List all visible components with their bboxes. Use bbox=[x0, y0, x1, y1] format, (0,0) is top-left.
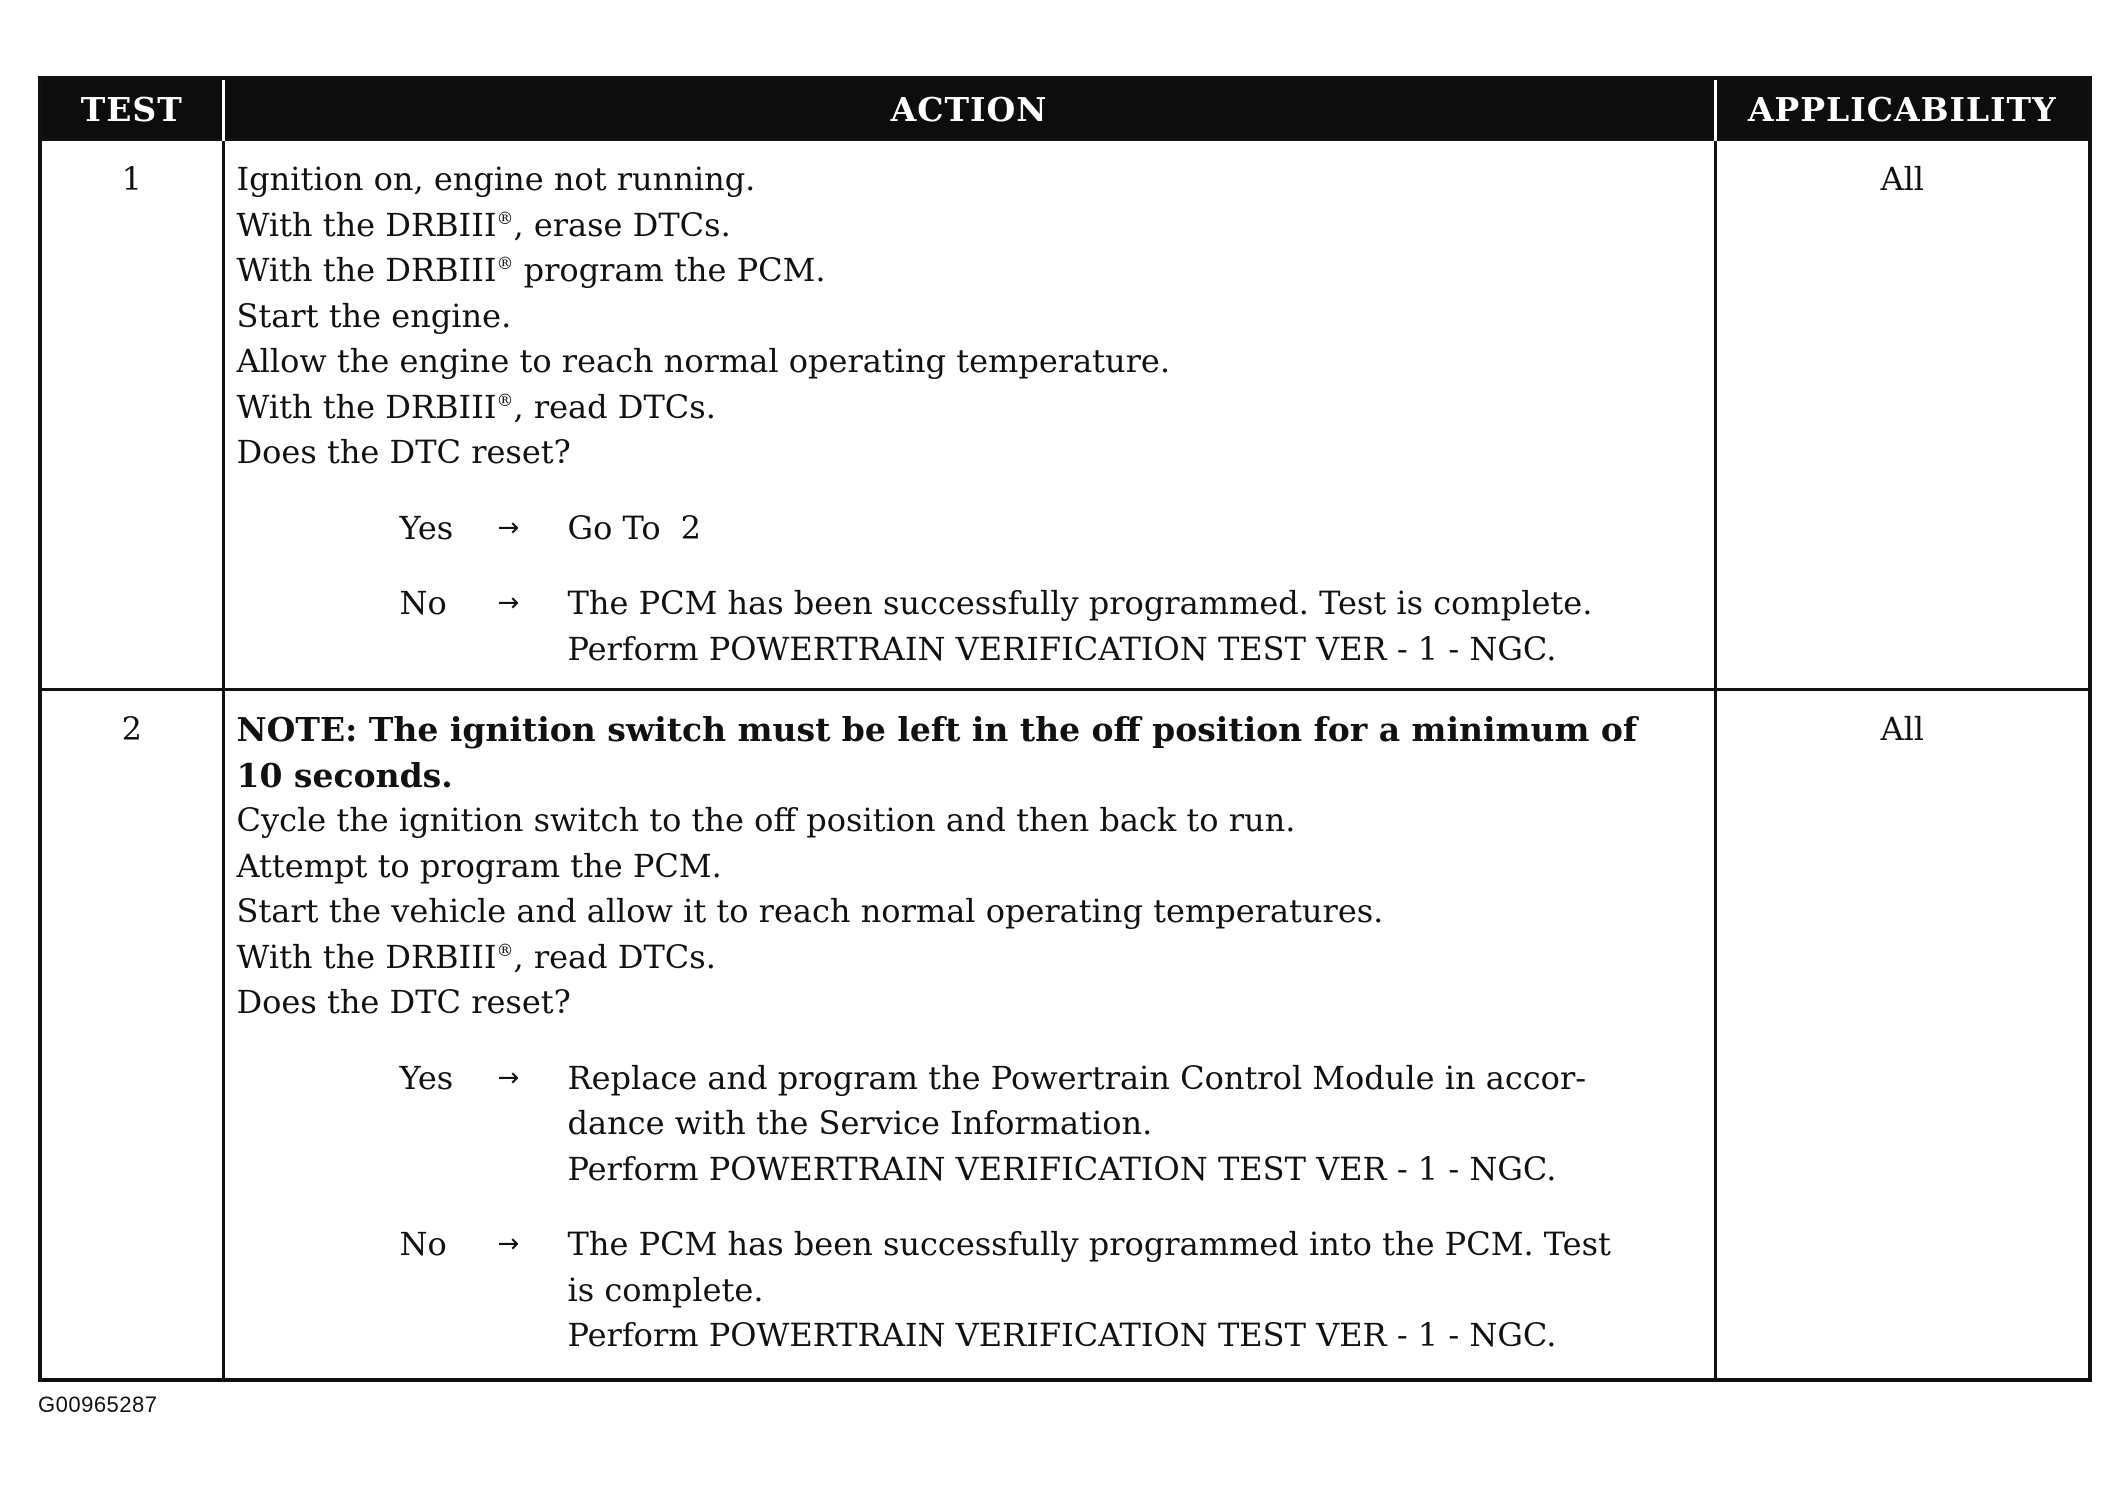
step-text: With the DRBIII bbox=[236, 937, 497, 976]
right-arrow-icon: → bbox=[497, 1229, 520, 1259]
step-line: Ignition on, engine not running. bbox=[236, 160, 756, 198]
applicability-value: All bbox=[1715, 140, 2090, 690]
result-line: Perform POWERTRAIN VERIFICATION TEST VER - 1 - NGC. bbox=[567, 1316, 1557, 1354]
go-to-number: 2 bbox=[680, 508, 701, 547]
header-test: TEST bbox=[40, 78, 223, 140]
step-line: Attempt to program the PCM. bbox=[236, 846, 722, 885]
result-line: Replace and program the Powertrain Control Module in accor- bbox=[567, 1058, 1587, 1097]
registered-mark: ® bbox=[496, 940, 514, 961]
step-text: With the DRBIII bbox=[236, 205, 497, 244]
registered-mark: ® bbox=[496, 390, 514, 411]
step-line bbox=[237, 248, 1704, 294]
step-text: With the DRBIII bbox=[236, 387, 497, 426]
result-line: dance with the Service Information. bbox=[567, 1104, 1153, 1142]
result-no bbox=[237, 581, 1704, 672]
table-row bbox=[40, 690, 2090, 1380]
step-line: Does the DTC reset? bbox=[236, 983, 571, 1021]
step-line: Allow the engine to reach normal operating temperature. bbox=[236, 342, 1171, 380]
result-line: The PCM has been successfully programmed. Test is complete. bbox=[567, 584, 1593, 622]
test-number: 2 bbox=[40, 690, 223, 1380]
result-yes bbox=[237, 1056, 1704, 1193]
result-line: Perform POWERTRAIN VERIFICATION TEST VER - 1 - NGC. bbox=[567, 1149, 1557, 1188]
step-line: Start the vehicle and allow it to reach normal operating temperatures. bbox=[236, 892, 1384, 930]
result-line: is complete. bbox=[567, 1270, 764, 1309]
result-yes bbox=[237, 506, 1704, 552]
result-no bbox=[237, 1222, 1704, 1359]
step-text: program the PCM. bbox=[513, 251, 826, 289]
result-body bbox=[568, 1222, 1704, 1359]
result-body bbox=[568, 1056, 1704, 1193]
step-text: , read DTCs. bbox=[513, 387, 716, 426]
table-row bbox=[40, 140, 2090, 690]
result-body bbox=[568, 506, 1704, 552]
applicability-value: All bbox=[1715, 690, 2090, 1380]
table-header-row bbox=[40, 78, 2090, 140]
registered-mark: ® bbox=[496, 254, 514, 274]
step-line bbox=[237, 385, 1704, 431]
note-line: NOTE: The ignition switch must be left in the off position for a minimum of bbox=[236, 710, 1638, 749]
step-line: Start the engine. bbox=[236, 296, 512, 335]
no-label: No bbox=[399, 1225, 447, 1263]
right-arrow-icon: → bbox=[497, 1062, 520, 1093]
yes-label: Yes bbox=[399, 508, 454, 547]
step-line: Does the DTC reset? bbox=[236, 433, 571, 471]
action-cell bbox=[223, 690, 1715, 1380]
yes-label: Yes bbox=[399, 1058, 454, 1097]
go-to-text: Go To bbox=[567, 508, 661, 547]
diagnostic-test-table bbox=[38, 76, 2092, 1382]
result-line: Perform POWERTRAIN VERIFICATION TEST VER - 1 - NGC. bbox=[567, 629, 1557, 668]
note-line: 10 seconds. bbox=[236, 755, 453, 795]
step-line bbox=[237, 203, 1704, 249]
test-number: 1 bbox=[40, 140, 223, 690]
header-action: ACTION bbox=[223, 78, 1715, 140]
step-text: With the DRBIII bbox=[236, 251, 497, 289]
step-text: , erase DTCs. bbox=[513, 205, 731, 244]
registered-mark: ® bbox=[496, 208, 514, 229]
right-arrow-icon: → bbox=[497, 512, 520, 543]
right-arrow-icon: → bbox=[497, 588, 520, 618]
step-text: , read DTCs. bbox=[513, 937, 716, 976]
step-line: Cycle the ignition switch to the off position and then back to run. bbox=[236, 801, 1296, 839]
figure-id: G00965287 bbox=[38, 1392, 158, 1417]
result-line: The PCM has been successfully programmed into the PCM. Test bbox=[567, 1225, 1611, 1263]
result-body bbox=[568, 581, 1704, 672]
no-label: No bbox=[399, 584, 447, 622]
action-cell bbox=[223, 140, 1715, 690]
header-applicability: APPLICABILITY bbox=[1715, 78, 2090, 140]
step-line bbox=[237, 935, 1704, 981]
